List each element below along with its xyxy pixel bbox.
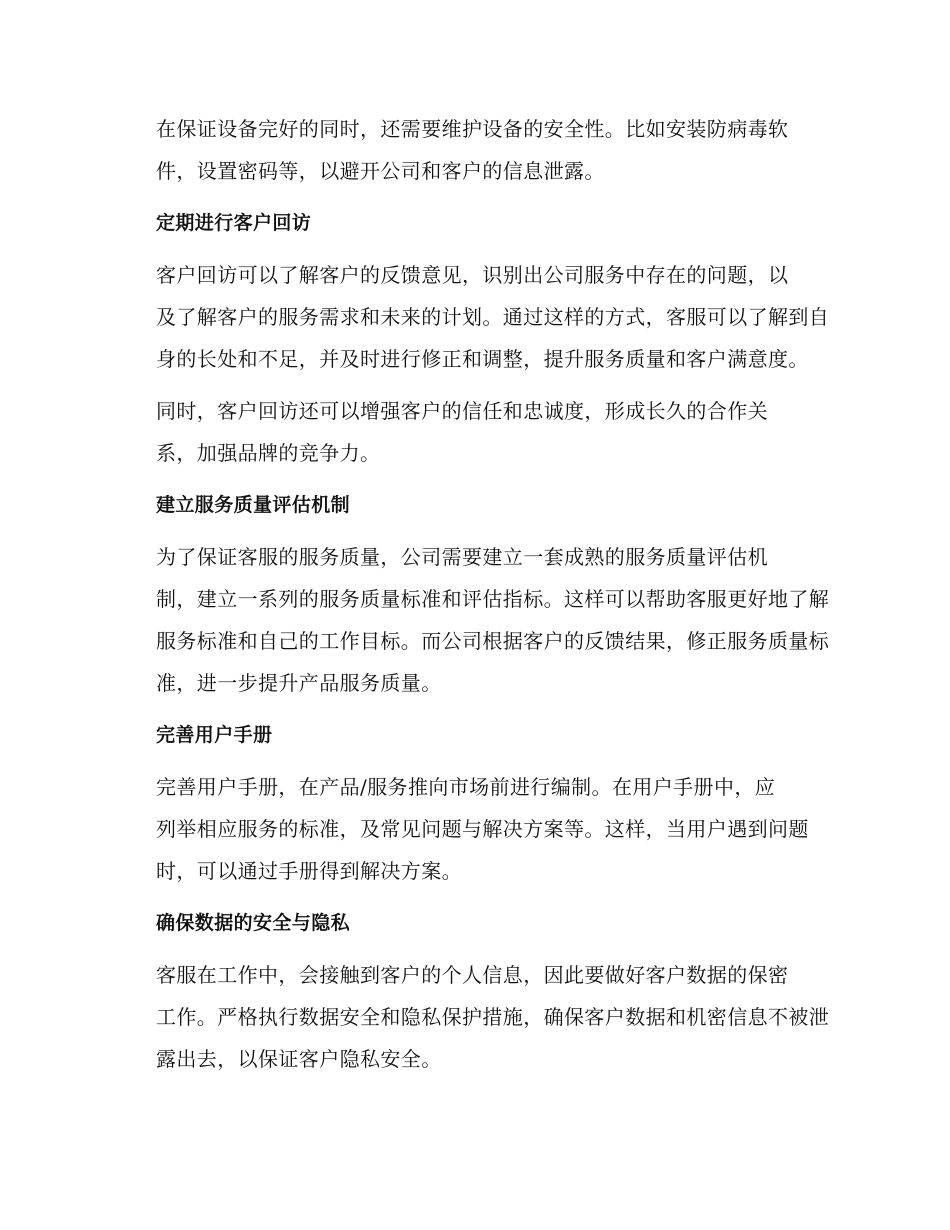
paragraph-line: 制，建立一系列的服务质量标准和评估指标。这样可以帮助客服更好地了解: [156, 587, 830, 611]
paragraph-revisit-loyalty: [112, 390, 832, 474]
section-heading-user-manual: 完善用户手册: [156, 724, 273, 746]
paragraph-line: 服务标准和自己的工作目标。而公司根据客户的反馈结果，修正服务质量标: [156, 629, 830, 653]
paragraph-line: 列举相应服务的标准，及常见问题与解决方案等。这样，当用户遇到问题: [156, 817, 809, 841]
paragraph-line: 露出去，以保证客户隐私安全。: [156, 1047, 442, 1071]
paragraph-line: 工作。严格执行数据安全和隐私保护措施，确保客户数据和机密信息不被泄: [156, 1005, 830, 1029]
paragraph-line: 在保证设备完好的同时，还需要维护设备的安全性。比如安装防病毒软: [156, 117, 789, 141]
paragraph-line: 系，加强品牌的竞争力。: [156, 441, 381, 465]
paragraph-line: 件，设置密码等，以避开公司和客户的信息泄露。: [156, 159, 605, 183]
section-heading-customer-revisit: 定期进行客户回访: [156, 212, 312, 234]
paragraph-line: 客服在工作中，会接触到客户的个人信息，因此要做好客户数据的保密: [156, 963, 789, 987]
paragraph-line: 时，可以通过手册得到解决方案。: [156, 859, 462, 883]
paragraph-line: 同时，客户回访还可以增强客户的信任和忠诚度，形成长久的合作关: [156, 399, 768, 423]
paragraph-line: 及了解客户的服务需求和未来的计划。通过这样的方式，客服可以了解到自: [156, 305, 830, 329]
paragraph-data-privacy: [112, 954, 832, 1080]
paragraph-user-manual: [112, 766, 832, 892]
paragraph-device-security: [112, 108, 832, 192]
paragraph-line: 身的长处和不足，并及时进行修正和调整，提升服务质量和客户满意度。: [156, 347, 809, 371]
paragraph-line: 准，进一步提升产品服务质量。: [156, 671, 442, 695]
document-body: [112, 108, 832, 1090]
section-heading-data-privacy: 确保数据的安全与隐私: [156, 912, 351, 934]
section-heading-quality-evaluation: 建立服务质量评估机制: [156, 494, 351, 516]
paragraph-quality-evaluation: [112, 536, 832, 704]
paragraph-line: 完善用户手册，在产品/服务推向市场前进行编制。在用户手册中，应: [156, 775, 776, 799]
paragraph-line: 客户回访可以了解客户的反馈意见，识别出公司服务中存在的问题，以: [156, 263, 789, 287]
paragraph-line: 为了保证客服的服务质量，公司需要建立一套成熟的服务质量评估机: [156, 545, 768, 569]
paragraph-revisit-benefits: [112, 254, 832, 380]
